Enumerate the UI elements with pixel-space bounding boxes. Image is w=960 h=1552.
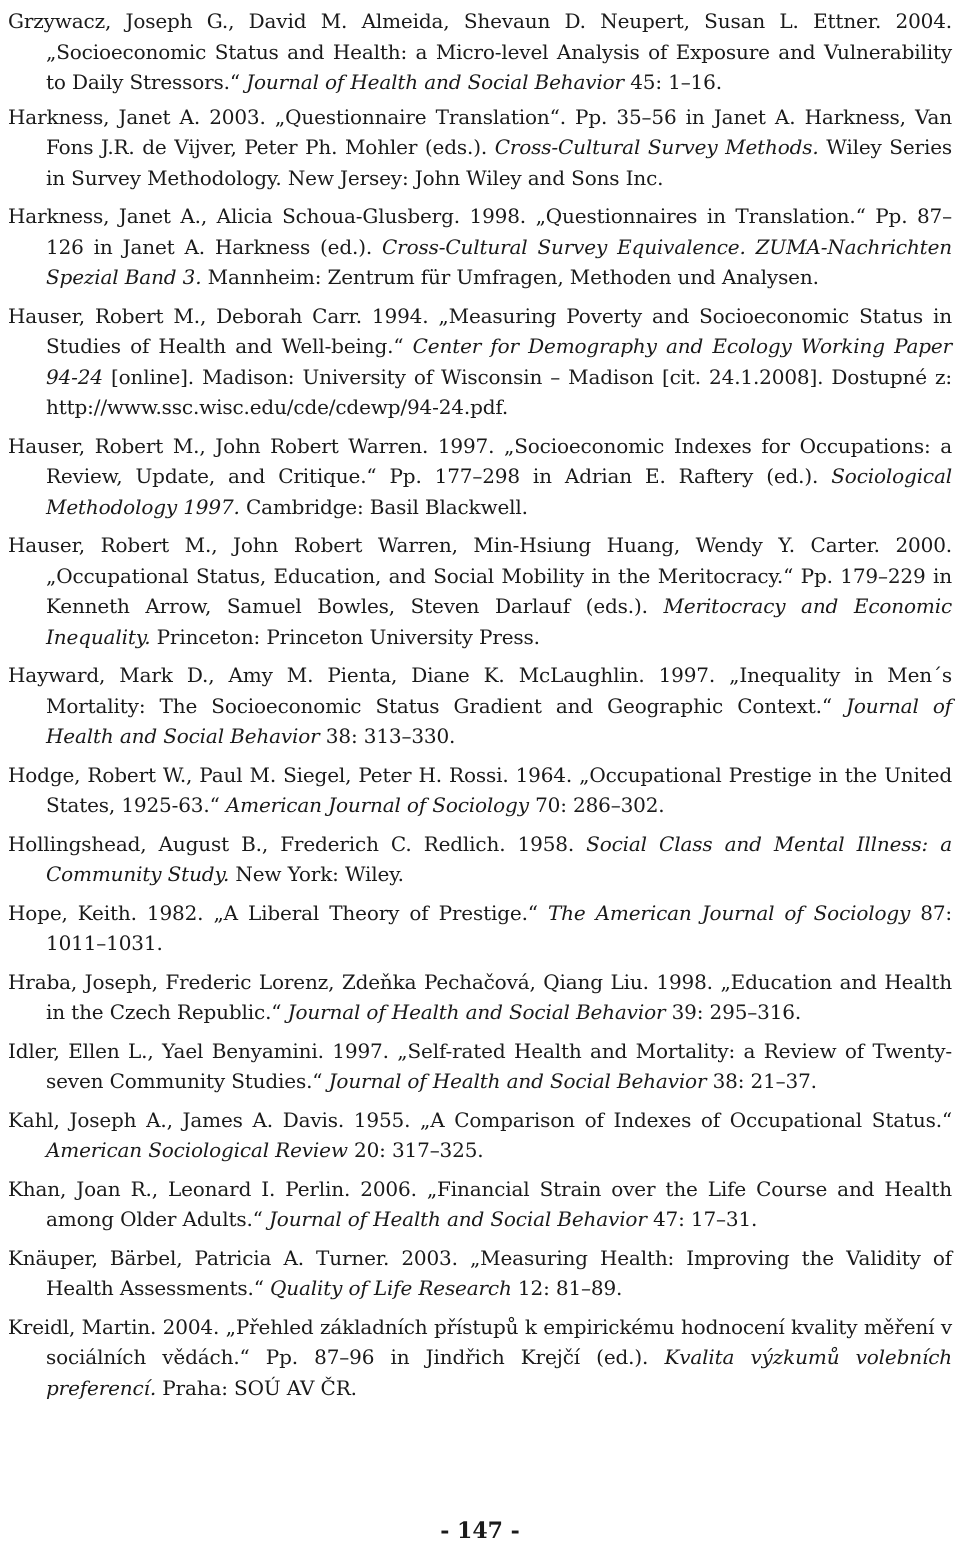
reference-text: 38: 313–330.: [319, 724, 456, 748]
reference-entry: [8, 660, 952, 752]
reference-text: [online]. Madison: University of Wisconsin – Madison [cit. 24.1.2008]. Dostupné z: http://www.ssc.wisc.edu/cde/cdewp/94-24.pdf.: [46, 364, 952, 419]
reference-entry: [8, 1174, 952, 1235]
reference-source-title: Cross-Cultural Survey Methods.: [494, 135, 819, 159]
reference-entry: [8, 760, 952, 821]
reference-text: New York: Wiley.: [229, 862, 404, 886]
reference-source-title: The American Journal of Sociology: [547, 900, 911, 925]
reference-source-title: Journal of Health and Social Behavior: [287, 1000, 666, 1024]
reference-entry: [8, 6, 952, 98]
reference-entry: [8, 201, 952, 293]
reference-source-title: Social Class and Mental Illness: a Community Study.: [46, 831, 952, 886]
reference-text: Idler, Ellen L., Yael Benyamini. 1997. „Self-rated Health and Mortality: a Review of Twenty-seven Community Studies.“: [8, 1038, 952, 1093]
reference-entry: [8, 1243, 952, 1304]
reference-entry: [8, 898, 952, 959]
reference-text: Hayward, Mark D., Amy M. Pienta, Diane K. McLaughlin. 1997. „Inequality in Men´s Mortality: The Socioeconomic Status Gradient and Geographic Context.“: [8, 663, 952, 718]
reference-entry: [8, 1105, 952, 1166]
reference-entry: [8, 530, 952, 652]
reference-text: Wiley Series in Survey Methodology. New Jersey: John Wiley and Sons Inc.: [46, 135, 952, 190]
reference-text: Praha: SOÚ AV ČR.: [156, 1375, 357, 1400]
reference-entry: [8, 431, 952, 523]
reference-source-title: Kvalita výzkumů volebních preferencí.: [46, 1345, 952, 1400]
reference-text: 45: 1–16.: [623, 70, 722, 94]
reference-text: Khan, Joan R., Leonard I. Perlin. 2006. „Financial Strain over the Life Course and Health among Older Adults.“: [8, 1176, 952, 1231]
reference-source-title: Journal of Health and Social Behavior: [46, 693, 952, 748]
reference-entry: [8, 829, 952, 890]
reference-source-title: Sociological Methodology 1997.: [46, 464, 952, 519]
reference-text: 38: 21–37.: [706, 1069, 817, 1093]
reference-source-title: Journal of Health and Social Behavior: [328, 1069, 707, 1093]
reference-source-title: American Sociological Review: [46, 1138, 348, 1162]
reference-text: Harkness, Janet A. 2003. „Questionnaire Translation“. Pp. 35–56 in Janet A. Harkness, Van Fons J.R. de Vijver, Peter Ph. Mohler (eds.).: [8, 104, 952, 159]
reference-text: 12: 81–89.: [511, 1276, 623, 1300]
reference-source-title: Journal of Health and Social Behavior: [268, 1207, 647, 1231]
reference-entry: [8, 1312, 952, 1404]
reference-text: 47: 17–31.: [646, 1207, 758, 1231]
reference-text: Hodge, Robert W., Paul M. Siegel, Peter H. Rossi. 1964. „Occupational Prestige in the United States, 1925-63.“: [8, 762, 952, 817]
reference-text: Hauser, Robert M., John Robert Warren, Min-Hsiung Huang, Wendy Y. Carter. 2000. „Occupational Status, Education, and Social Mobility in the Meritocracy.“ Pp. 179–229 in Kenneth Arrow, Samuel Bowles, Steven Darlauf (eds.).: [8, 533, 952, 618]
reference-list: [8, 6, 952, 1411]
reference-text: Grzywacz, Joseph G., David M. Almeida, Shevaun D. Neupert, Susan L. Ettner. 2004. „Socioeconomic Status and Health: a Micro-level Analysis of Exposure and Vulnerability to Daily Stressors.“: [8, 9, 952, 94]
reference-text: Cambridge: Basil Blackwell.: [239, 494, 528, 519]
reference-text: Mannheim: Zentrum für Umfragen, Methoden und Analysen.: [201, 265, 819, 289]
reference-source-title: Cross-Cultural Survey Equivalence. ZUMA-Nachrichten Spezial Band 3.: [46, 234, 952, 289]
reference-source-title: Meritocracy and Economic Inequality.: [46, 594, 952, 649]
reference-entry: [8, 967, 952, 1028]
reference-text: Hraba, Joseph, Frederic Lorenz, Zdeňka Pechačová, Qiang Liu. 1998. „Education and Health in the Czech Republic.“: [8, 969, 952, 1024]
reference-text: Harkness, Janet A., Alicia Schoua-Glusberg. 1998. „Questionnaires in Translation.“ Pp. 87–126 in Janet A. Harkness (ed.).: [8, 204, 952, 259]
reference-entry: [8, 301, 952, 423]
reference-text: Kreidl, Martin. 2004. „Přehled základních přístupů k empirickému hodnocení kvality měření v sociálních vědách.“ Pp. 87–96 in Jindřich Krejčí (ed.).: [8, 1314, 952, 1369]
reference-text: Hauser, Robert M., Deborah Carr. 1994. „Measuring Poverty and Socioeconomic Status in Studies of Health and Well-being.“: [8, 303, 952, 358]
reference-text: Hope, Keith. 1982. „A Liberal Theory of Prestige.“: [8, 900, 548, 925]
reference-entry: [8, 102, 952, 194]
reference-text: 39: 295–316.: [665, 1000, 802, 1024]
reference-text: 87: 1011–1031.: [46, 900, 953, 955]
reference-text: Kahl, Joseph A., James A. Davis. 1955. „A Comparison of Indexes of Occupational Status.“: [8, 1107, 952, 1132]
reference-text: 20: 317–325.: [347, 1138, 484, 1162]
reference-entry: [8, 1036, 952, 1097]
reference-source-title: Center for Demography and Ecology Working Paper 94-24: [46, 334, 953, 389]
reference-text: Knäuper, Bärbel, Patricia A. Turner. 2003. „Measuring Health: Improving the Validity of Health Assessments.“: [8, 1245, 952, 1300]
reference-source-title: Journal of Health and Social Behavior: [246, 70, 624, 94]
page-number: - 147 -: [440, 1518, 520, 1544]
reference-text: Princeton: Princeton University Press.: [150, 624, 540, 649]
reference-text: 70: 286–302.: [528, 793, 665, 817]
reference-source-title: Quality of Life Research: [269, 1276, 512, 1300]
reference-source-title: American Journal of Sociology: [225, 793, 529, 817]
reference-text: Hollingshead, August B., Frederich C. Redlich. 1958.: [8, 831, 587, 856]
reference-text: Hauser, Robert M., John Robert Warren. 1997. „Socioeconomic Indexes for Occupations: a Review, Update, and Critique.“ Pp. 177–298 in Adrian E. Raftery (ed.).: [8, 433, 952, 488]
